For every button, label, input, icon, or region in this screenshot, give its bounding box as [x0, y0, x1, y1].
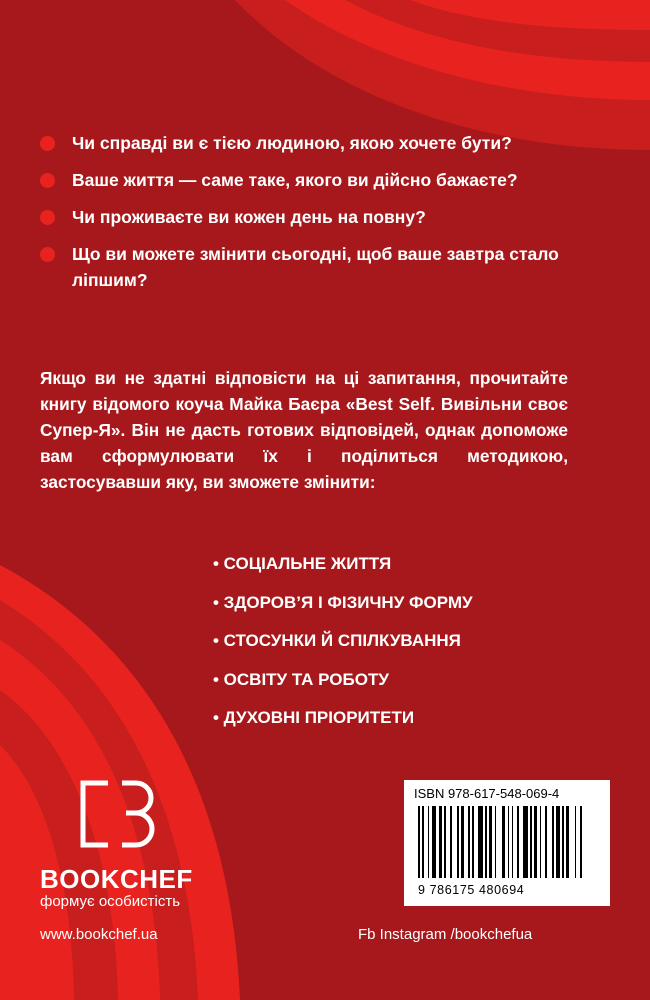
barcode-bar	[472, 806, 474, 878]
question-text: Що ви можете змінити сьогодні, щоб ваше завтра стало ліпшим?	[72, 244, 559, 290]
question-item	[40, 204, 600, 230]
barcode-bar	[508, 806, 510, 878]
isbn-label: ISBN 978-617-548-069-4	[414, 786, 560, 801]
barcode-bar	[552, 806, 554, 878]
bullet-dot-icon	[40, 210, 55, 225]
question-item	[40, 130, 600, 156]
barcode-bar	[489, 806, 492, 878]
area-item: • ДУХОВНІ ПРІОРИТЕТИ	[213, 708, 415, 727]
barcode-bar	[580, 806, 582, 878]
bullet-dot-icon	[40, 136, 55, 151]
question-list	[40, 130, 600, 304]
area-item: • ЗДОРОВ’Я І ФІЗИЧНУ ФОРМУ	[213, 592, 473, 612]
barcode-bar	[457, 806, 459, 878]
barcode-bar	[545, 806, 547, 878]
barcode-bar	[566, 806, 569, 878]
barcode-bar	[432, 806, 437, 878]
barcode-bar	[575, 806, 577, 878]
barcode-bar	[534, 806, 537, 878]
barcode-bar	[428, 806, 430, 878]
area-item: • СОЦІАЛЬНЕ ЖИТТЯ	[213, 554, 392, 573]
website-link[interactable]: www.bookchef.ua	[40, 926, 158, 943]
barcode-bar	[512, 806, 514, 878]
area-item: • ОСВІТУ ТА РОБОТУ	[213, 669, 389, 689]
barcode-bar	[461, 806, 464, 878]
barcode-bar	[556, 806, 559, 878]
barcode-digits: 9 786175 480694	[418, 883, 525, 897]
barcode-bar	[530, 806, 532, 878]
bookchef-logo-icon	[80, 780, 160, 848]
question-item	[40, 167, 600, 193]
publisher-name: BOOKCHEF	[40, 864, 193, 894]
question-text: Ваше життя — саме таке, якого ви дійсно бажаєте?	[72, 170, 518, 190]
area-item: • СТОСУНКИ Й СПІЛКУВАННЯ	[213, 631, 461, 650]
question-text: Чи справді ви є тією людиною, якою хочете бути?	[72, 133, 512, 153]
isbn-barcode	[404, 780, 610, 906]
barcode-bar	[502, 806, 505, 878]
description-paragraph: Якщо ви не здатні відповісти на ці запитання, прочитайте книгу відомого коуча Майка Баєра «Best Self. Вивільни своє Супер-Я». Він не дасть готових відповідей, однак допоможе вам сформулювати їх і поділиться методикою, застосувавши яку, ви зможете змінити:	[40, 368, 568, 492]
barcode-bar	[540, 806, 542, 878]
barcode-bar	[478, 806, 483, 878]
barcode-bar	[562, 806, 564, 878]
barcode-bar	[444, 806, 446, 878]
barcode-bar	[439, 806, 442, 878]
bullet-dot-icon	[40, 247, 55, 262]
social-handles[interactable]: Fb Instagram /bookchefua	[358, 926, 533, 943]
bullet-dot-icon	[40, 173, 55, 188]
barcode-bar	[485, 806, 487, 878]
barcode-bar	[523, 806, 528, 878]
question-text: Чи проживаєте ви кожен день на повну?	[72, 207, 426, 227]
barcode-bar	[517, 806, 519, 878]
question-item	[40, 241, 600, 293]
barcode-bar	[450, 806, 452, 878]
barcode-bars	[418, 806, 598, 878]
publisher-tagline: формує особистість	[40, 893, 181, 910]
barcode-bar	[418, 806, 420, 878]
barcode-bar	[422, 806, 424, 878]
publisher-logo	[40, 780, 230, 911]
areas-list	[213, 551, 473, 744]
barcode-bar	[495, 806, 497, 878]
barcode-bar	[468, 806, 470, 878]
